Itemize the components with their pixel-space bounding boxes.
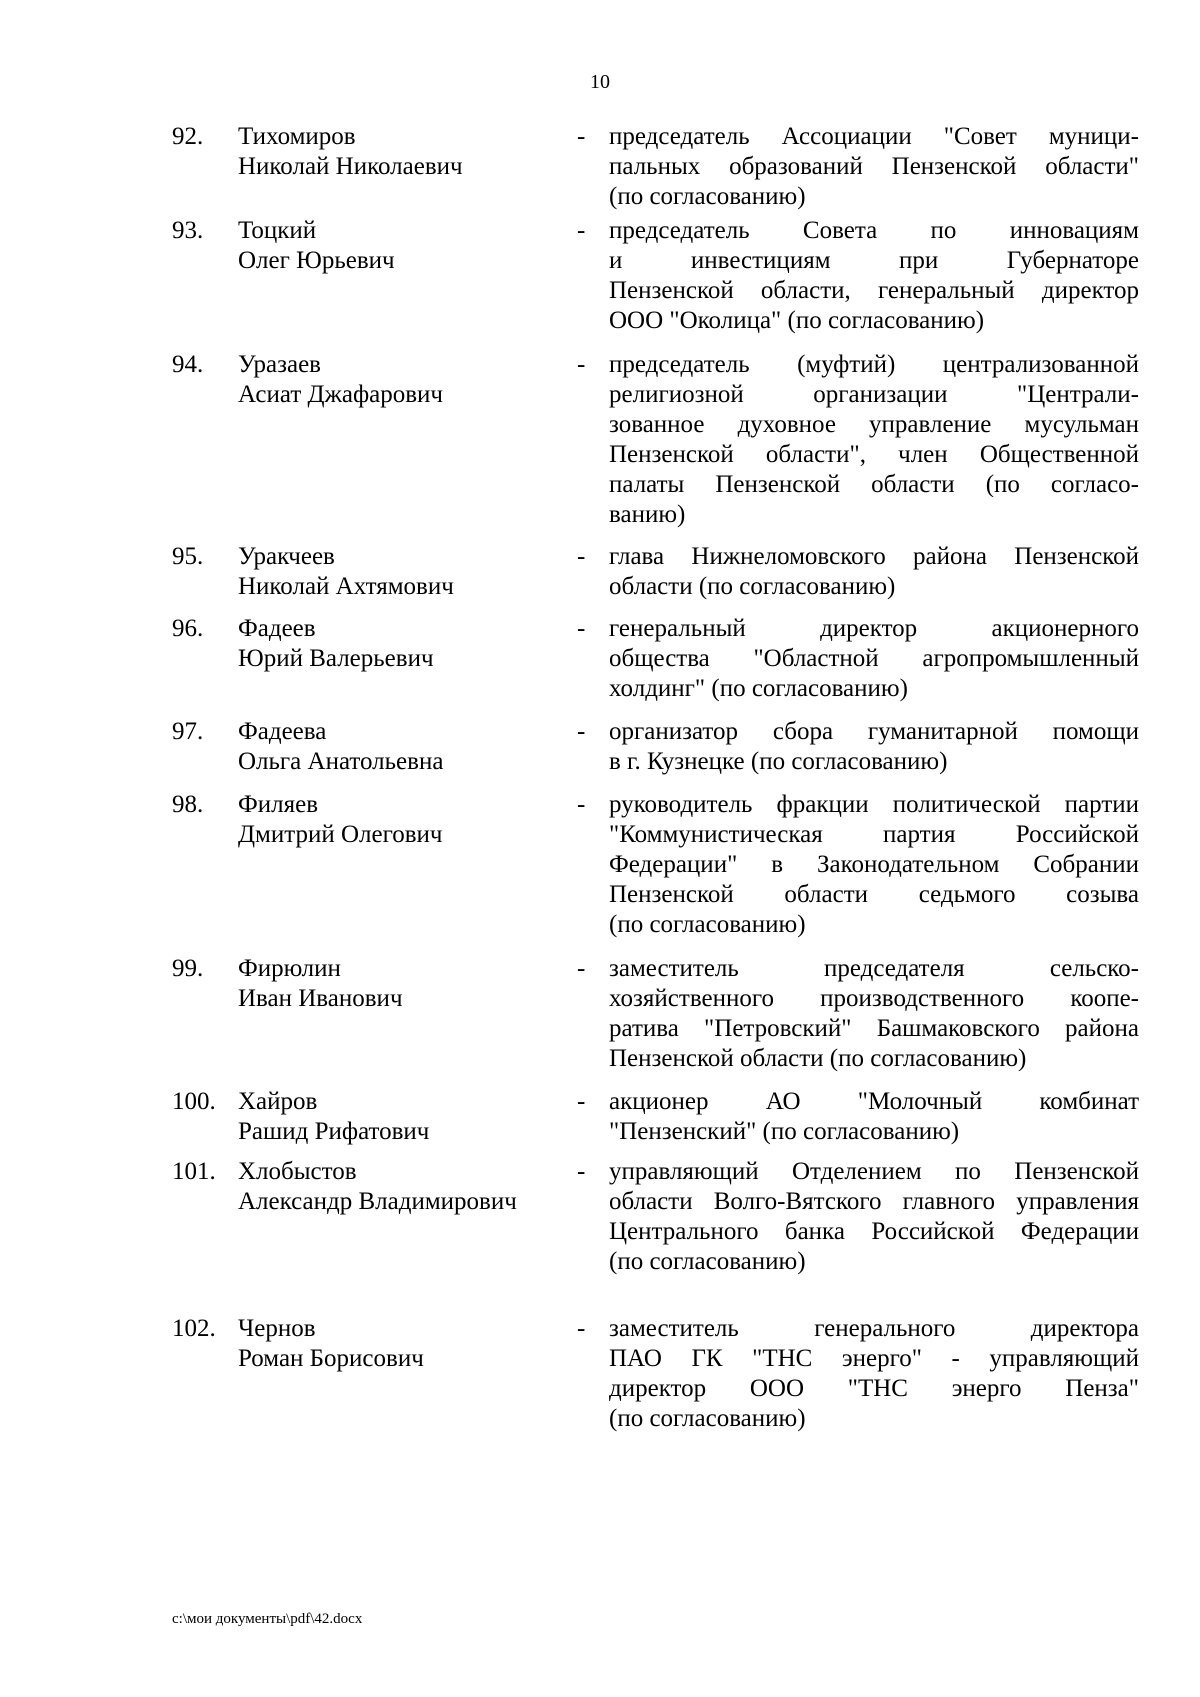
person-given-names: Дмитрий Олегович (238, 821, 443, 848)
person-surname: Фирюлин (238, 955, 341, 982)
description-line: области (по согласованию) (609, 573, 896, 600)
person-given-names: Николай Николаевич (238, 153, 463, 180)
description-line: общества "Областной агропромышленный (609, 645, 1139, 672)
person-name (238, 122, 463, 182)
item-number: 96. (172, 615, 204, 642)
item-number: 92. (172, 123, 204, 150)
item-number: 97. (172, 718, 204, 745)
position-description (609, 717, 1139, 777)
person-given-names: Юрий Валерьевич (238, 645, 434, 672)
person-name (238, 1314, 424, 1374)
person-name (238, 717, 443, 777)
dash-separator: - (577, 1315, 586, 1342)
dash-separator: - (577, 1158, 586, 1185)
description-line: зованное духовное управление мусульман (609, 411, 1139, 438)
position-description (609, 350, 1139, 530)
dash-separator: - (577, 791, 586, 818)
description-line: области Волго-Вятского главного управления (609, 1188, 1139, 1215)
position-description (609, 1314, 1139, 1434)
dash-separator: - (577, 955, 586, 982)
person-surname: Хайров (238, 1088, 318, 1115)
person-surname: Уракчеев (238, 543, 335, 570)
position-description (609, 790, 1139, 940)
person-surname: Фадеева (238, 718, 327, 745)
position-description (609, 216, 1139, 336)
description-line: председатель Совета по инновациям (609, 217, 1139, 244)
description-line: религиозной организации "Централи- (609, 381, 1139, 408)
person-given-names: Рашид Рифатович (238, 1118, 430, 1145)
description-line: председатель Ассоциации "Совет муници- (609, 123, 1139, 150)
item-number: 102. (172, 1315, 216, 1342)
person-given-names: Иван Иванович (238, 985, 403, 1012)
description-line: ПАО ГК "ТНС энерго" - управляющий (609, 1345, 1139, 1372)
description-line: глава Нижнеломовского района Пензенской (609, 543, 1139, 570)
dash-separator: - (577, 123, 586, 150)
description-line: в г. Кузнецке (по согласованию) (609, 748, 948, 775)
person-surname: Уразаев (238, 351, 321, 378)
description-line: акционер АО "Молочный комбинат (609, 1088, 1139, 1115)
person-name (238, 216, 395, 276)
description-line: Пензенской области (по согласованию) (609, 1045, 1027, 1072)
description-line: руководитель фракции политической партии (609, 791, 1139, 818)
person-name (238, 954, 403, 1014)
item-number: 99. (172, 955, 204, 982)
description-line: пальных образований Пензенской области" (609, 153, 1139, 180)
description-line: Федерации" в Законодательном Собрании (609, 851, 1139, 878)
person-surname: Тоцкий (238, 217, 317, 244)
item-number: 95. (172, 543, 204, 570)
dash-separator: - (577, 217, 586, 244)
description-line: Центрального банка Российской Федерации (609, 1218, 1139, 1245)
person-given-names: Асиат Джафарович (238, 381, 444, 408)
position-description (609, 542, 1139, 602)
position-description (609, 954, 1139, 1074)
dash-separator: - (577, 351, 586, 378)
person-name (238, 350, 443, 410)
description-line: управляющий Отделением по Пензенской (609, 1158, 1139, 1185)
description-line: председатель (муфтий) централизованной (609, 351, 1139, 378)
person-name (238, 614, 434, 674)
description-line: Пензенской области, генеральный директор (609, 277, 1139, 304)
dash-separator: - (577, 1088, 586, 1115)
person-given-names: Николай Ахтямович (238, 573, 454, 600)
person-surname: Хлобыстов (238, 1158, 357, 1185)
person-name (238, 542, 454, 602)
description-line: холдинг" (по согласованию) (609, 675, 908, 702)
description-line: генеральный директор акционерного (609, 615, 1139, 642)
position-description (609, 122, 1139, 212)
description-line: "Пензенский" (по согласованию) (609, 1118, 960, 1145)
description-line: хозяйственного производственного коопе- (609, 985, 1139, 1012)
item-number: 101. (172, 1158, 216, 1185)
item-number: 98. (172, 791, 204, 818)
description-line: (по согласованию) (609, 183, 806, 210)
person-surname: Фадеев (238, 615, 316, 642)
description-line: ратива "Петровский" Башмаковского района (609, 1015, 1139, 1042)
item-number: 94. (172, 351, 204, 378)
person-name (238, 1087, 429, 1147)
page-number: 10 (590, 71, 610, 93)
dash-separator: - (577, 718, 586, 745)
person-given-names: Олег Юрьевич (238, 247, 395, 274)
position-description (609, 1157, 1139, 1277)
person-given-names: Александр Владимирович (238, 1188, 517, 1215)
person-given-names: Ольга Анатольевна (238, 748, 444, 775)
description-line: (по согласованию) (609, 1405, 806, 1432)
position-description (609, 614, 1139, 704)
description-line: заместитель председателя сельско- (609, 955, 1139, 982)
person-surname: Тихомиров (238, 123, 356, 150)
item-number: 100. (172, 1088, 216, 1115)
description-line: и инвестициям при Губернаторе (609, 247, 1139, 274)
description-line: Пензенской области", член Общественной (609, 441, 1139, 468)
description-line: ООО "Околица" (по согласованию) (609, 307, 985, 334)
item-number: 93. (172, 217, 204, 244)
description-line: (по согласованию) (609, 1248, 806, 1275)
description-line: Пензенской области седьмого созыва (609, 881, 1139, 908)
description-line: "Коммунистическая партия Российской (609, 821, 1139, 848)
person-name (238, 790, 443, 850)
description-line: ванию) (609, 501, 686, 528)
dash-separator: - (577, 615, 586, 642)
description-line: директор ООО "ТНС энерго Пенза" (609, 1375, 1139, 1402)
person-given-names: Роман Борисович (238, 1345, 424, 1372)
dash-separator: - (577, 543, 586, 570)
description-line: (по согласованию) (609, 911, 806, 938)
description-line: заместитель генерального директора (609, 1315, 1139, 1342)
person-name (238, 1157, 517, 1217)
person-surname: Чернов (238, 1315, 316, 1342)
description-line: организатор сбора гуманитарной помощи (609, 718, 1139, 745)
file-path-footer: c:\мои документы\pdf\42.docx (172, 1611, 363, 1627)
position-description (609, 1087, 1139, 1147)
person-surname: Филяев (238, 791, 319, 818)
description-line: палаты Пензенской области (по согласо- (609, 471, 1139, 498)
